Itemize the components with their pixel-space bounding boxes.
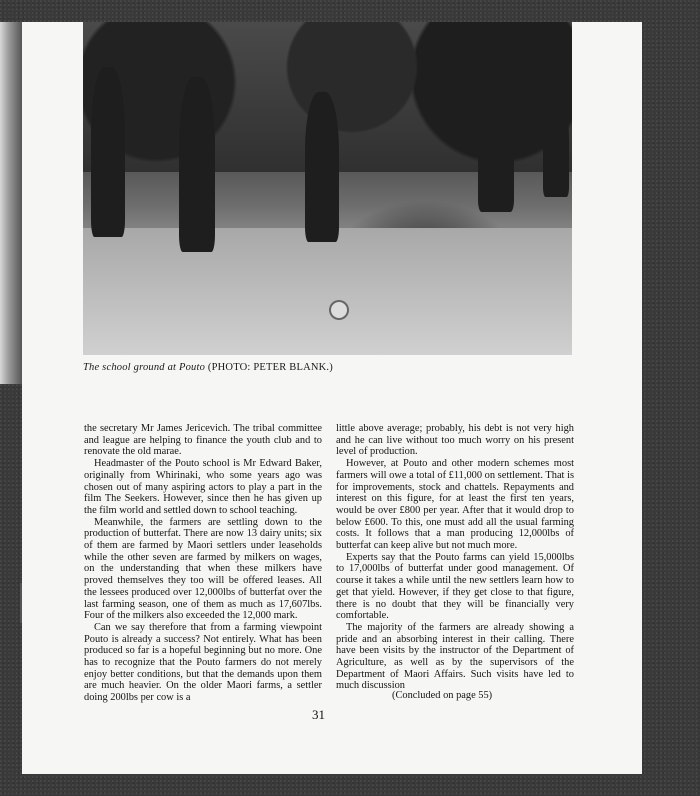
- article-column-left: [84, 423, 322, 704]
- caption-title: The school ground at Pouto: [83, 362, 206, 373]
- paragraph: Headmaster of the Pouto school is Mr Edward Baker, originally from Whirinaki, who some years ago was chosen out of many aspiring actors to play a part in the film The Seekers. However, since then he has given up the film world and settled down to school teaching.: [84, 458, 322, 516]
- photo-child-figure: [543, 102, 569, 197]
- article-column-right: [336, 423, 574, 692]
- paragraph: Can we say therefore that from a farming viewpoint Pouto is already a success? Not entirely. What has been produced so far is a hopeful beginning but no more. One has to recognize that the Pouto farmers do not merely enjoy better conditions, but that the demands upon them are much heavier. On the older Maori farms, a settler doing 200lbs per cow is a: [84, 621, 322, 704]
- caption-credit: (PHOTO: PETER BLANK.): [207, 362, 333, 373]
- photo-child-figure: [91, 67, 125, 237]
- paragraph: Experts say that the Pouto farms can yield 15,000lbs to 17,000lbs of butterfat under good management. Of course it takes a while until the new settlers learn how to get that yield. However, if they get close to that figure, there is no doubt that they will be financially very comfortable.: [336, 551, 574, 622]
- photo-child-figure: [305, 92, 339, 242]
- paragraph: However, at Pouto and other modern schemes most farmers will owe a total of £11,000 on settlement. That is for improvements, stock and chattels. Repayments and interest on this figure, for at least the first ten years, would be over £800 per year. After that it would drop to below £600. To this, one must add all the usual farming costs. It follows that a man producing 12,000lbs of butterfat can keep alive but not much more.: [336, 458, 574, 552]
- photo-caption: [83, 362, 572, 373]
- paragraph: the secretary Mr James Jericevich. The tribal committee and league are helping to finance the youth club and to renovate the old marae.: [84, 423, 322, 458]
- school-ground-photo: [83, 22, 572, 355]
- paragraph: little above average; probably, his debt is not very high and he can live without too much worry on his present level of production.: [336, 423, 574, 458]
- photo-child-figure: [179, 77, 215, 252]
- photo-ground: [83, 228, 572, 355]
- paragraph: Meanwhile, the farmers are settling down to the production of butterfat. There are now 13 dairy units; six of them are farmed by Maori settlers under leaseholds while the other seven are farmed by milkers on wages, on the understanding that when these milkers have proved themselves they too will be offered leases. All the lessees produced over 12,000lbs of butterfat over the last farming season, one of them as much as 17,607lbs. Four of the milkers also exceeded the 12,000 mark.: [84, 516, 322, 622]
- margin-mark: [20, 583, 22, 623]
- paragraph: The majority of the farmers are already showing a pride and an absorbing interest in their calling. There have been visits by the instructor of the Department of Agriculture, as well as by the supervisors of the Department of Maori Affairs. Such visits have led to much discussion: [336, 621, 574, 692]
- continuation-note: (Concluded on page 55): [392, 690, 493, 701]
- photo-child-figure: [478, 92, 514, 212]
- photo-ball: [331, 302, 347, 318]
- adjacent-page-edge: [0, 22, 22, 384]
- page-number: 31: [312, 707, 325, 722]
